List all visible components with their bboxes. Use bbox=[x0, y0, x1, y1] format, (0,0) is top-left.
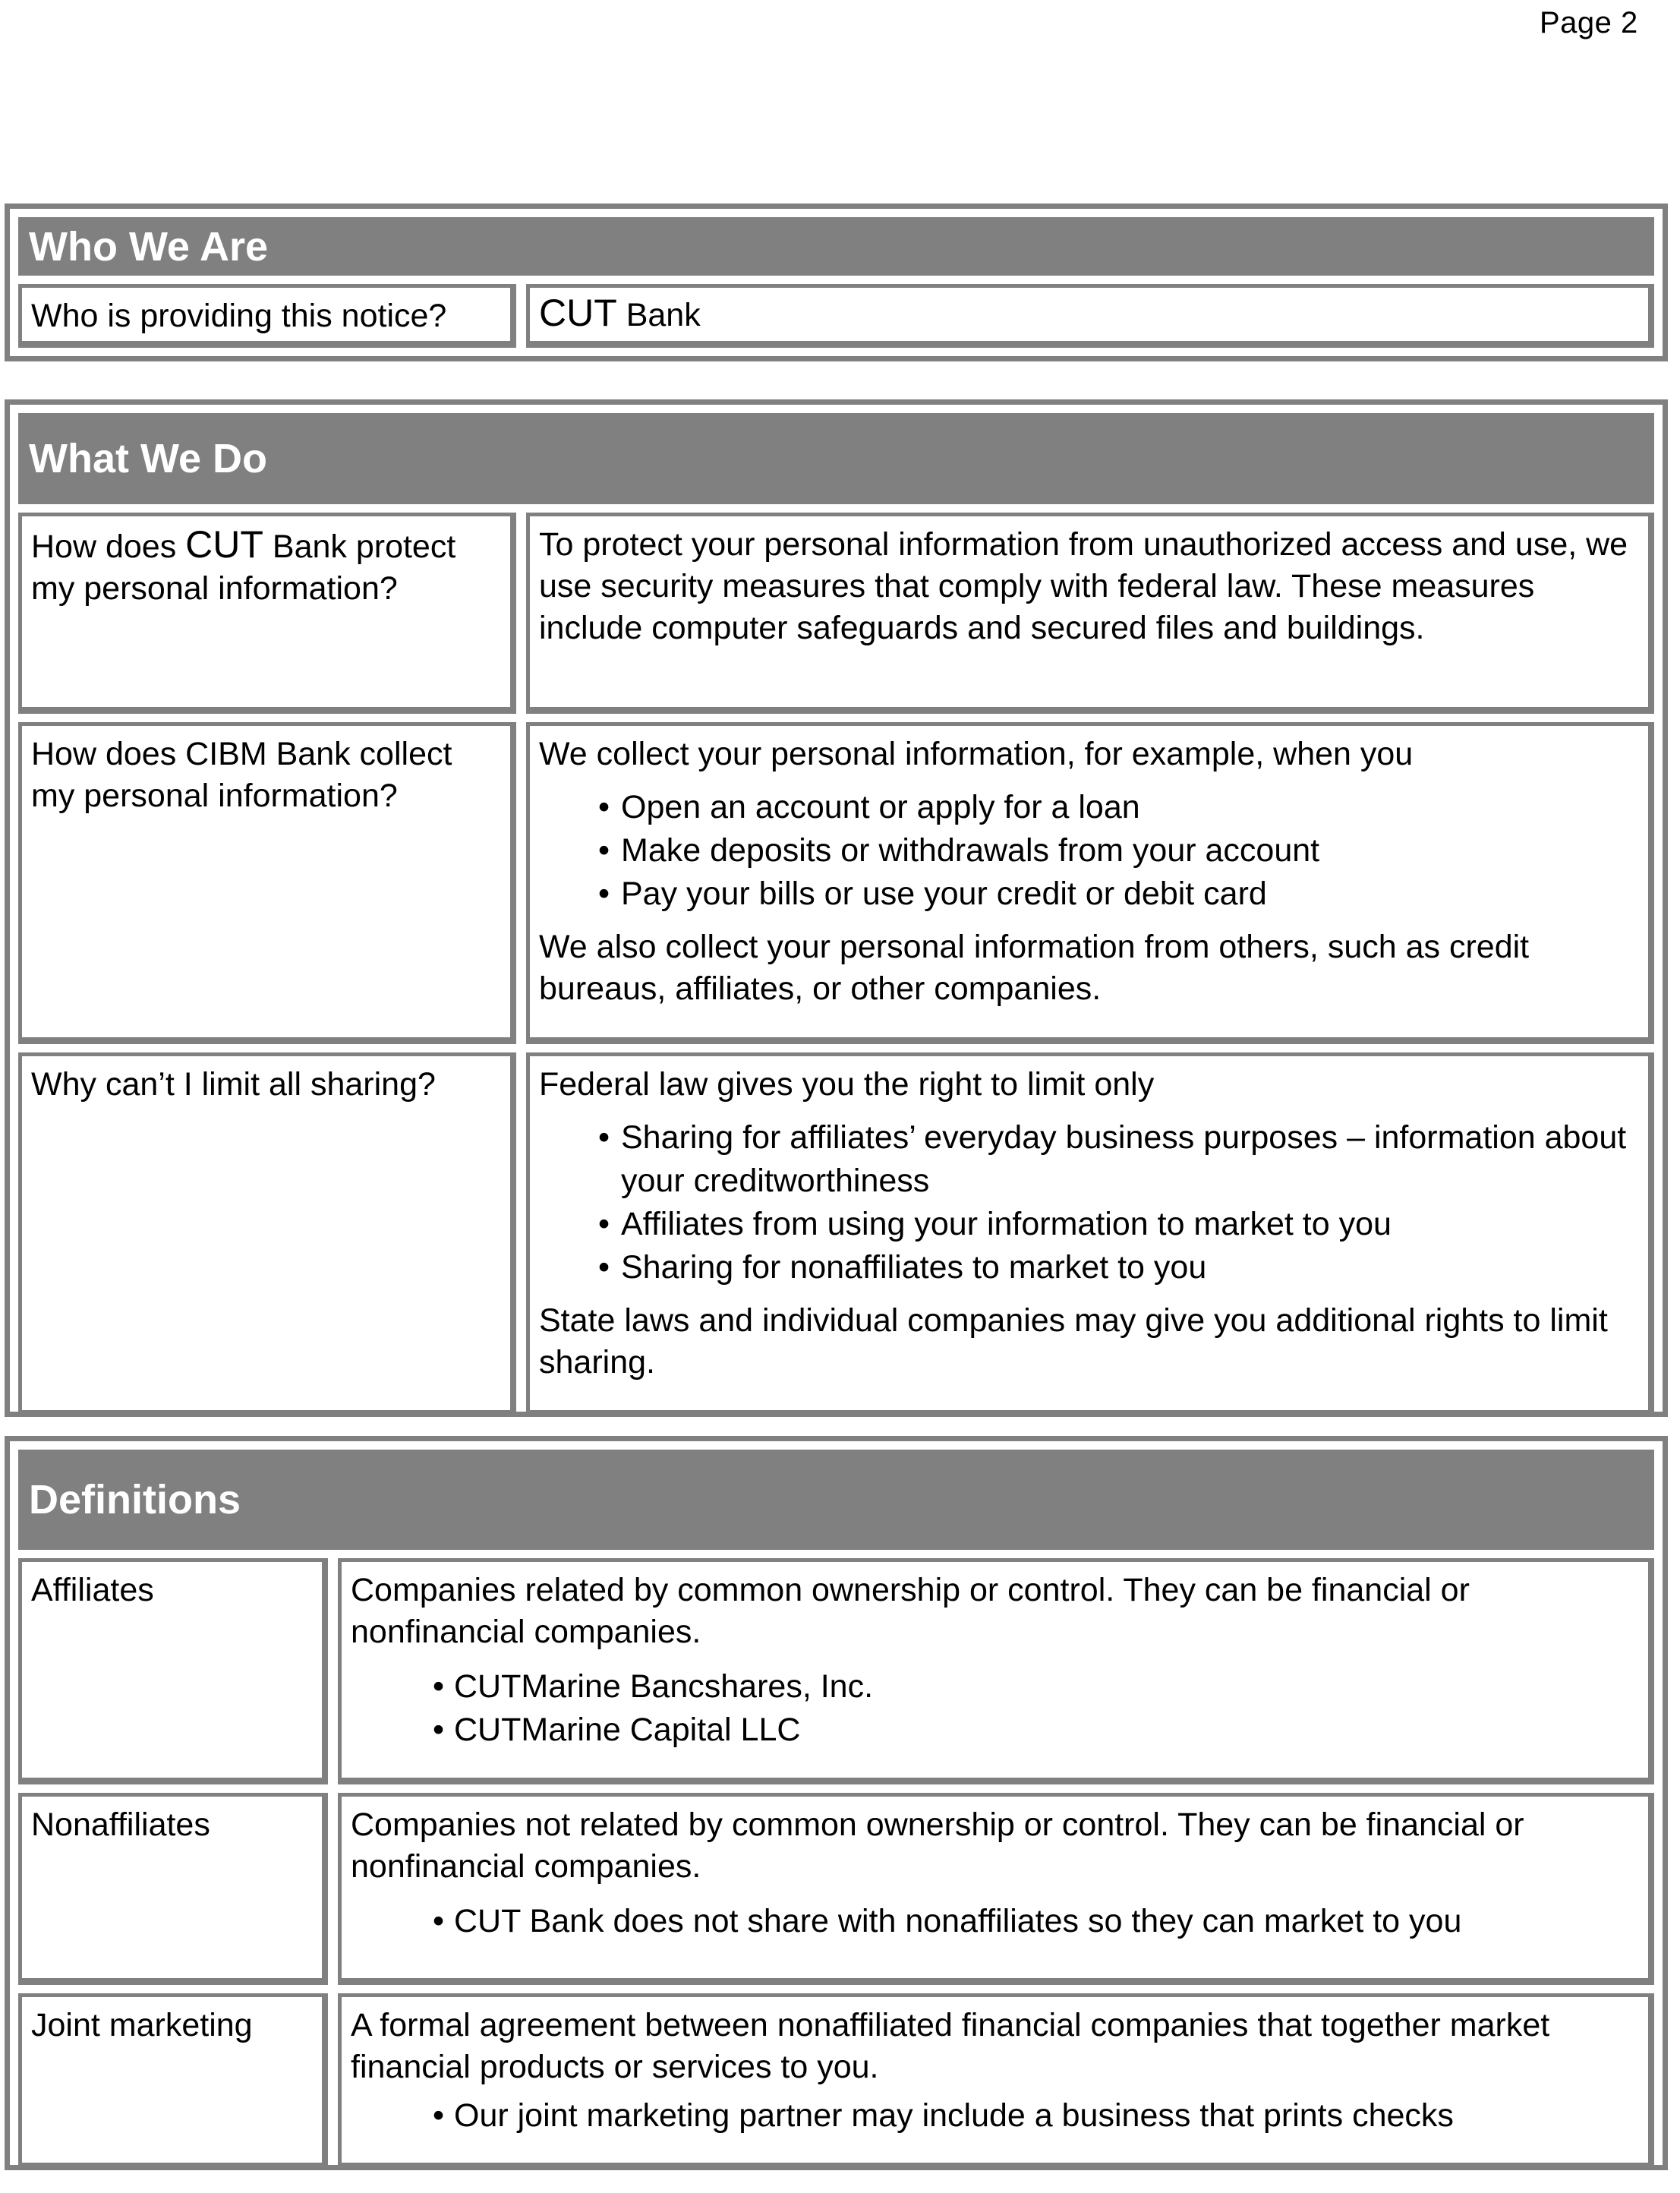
who-question: Who is providing this notice? bbox=[31, 298, 447, 334]
joint-marketing-term: Joint marketing bbox=[31, 2007, 253, 2043]
bank-brand-name: CUT bbox=[185, 523, 263, 566]
joint-marketing-definition: A formal agreement between nonaffiliated financial companies that together market financial products or services to you. bbox=[351, 2007, 1550, 2085]
list-item: • CUTMarine Bancshares, Inc. bbox=[433, 1665, 1639, 1709]
joint-marketing-term-cell bbox=[18, 1993, 328, 2169]
who-answer-cell bbox=[526, 284, 1654, 348]
limit-intro: Federal law gives you the right to limit only bbox=[539, 1066, 1155, 1103]
nonaffiliates-term: Nonaffiliates bbox=[31, 1806, 210, 1843]
section-title: Who We Are bbox=[29, 223, 269, 270]
nonaffiliates-term-cell bbox=[18, 1793, 328, 1985]
affiliates-row bbox=[18, 1558, 1654, 1784]
limit-question-cell bbox=[18, 1052, 516, 1417]
bank-brand-suffix: Bank bbox=[616, 297, 701, 333]
what-we-do-section bbox=[5, 399, 1668, 1417]
list-item: • Open an account or apply for a loan bbox=[598, 786, 1639, 829]
nonaffiliates-definition-cell bbox=[338, 1793, 1654, 1985]
collect-question: How does CIBM Bank collect my personal information? bbox=[31, 736, 452, 814]
limit-answer-cell bbox=[526, 1052, 1654, 1417]
collect-row bbox=[18, 722, 1654, 1044]
protect-question-post: Bank protect my personal information? bbox=[31, 529, 456, 607]
collect-answer-cell bbox=[526, 722, 1654, 1044]
collect-intro: We collect your personal information, for example, when you bbox=[539, 736, 1414, 772]
nonaffiliates-list bbox=[351, 1900, 1639, 1943]
affiliates-term: Affiliates bbox=[31, 1572, 154, 1608]
list-item: • Pay your bills or use your credit or debit card bbox=[598, 872, 1639, 916]
collect-bullet-list bbox=[539, 786, 1639, 916]
list-item: • Sharing for affiliates’ everyday business purposes – information about your creditworthiness bbox=[598, 1116, 1639, 1203]
definitions-section bbox=[5, 1436, 1668, 2170]
affiliates-definition-cell bbox=[338, 1558, 1654, 1784]
joint-marketing-definition-cell bbox=[338, 1993, 1654, 2169]
who-question-cell bbox=[18, 284, 516, 348]
who-we-are-section bbox=[5, 204, 1668, 361]
list-item: • Affiliates from using your information to market to you bbox=[598, 1203, 1639, 1246]
affiliates-definition: Companies related by common ownership or control. They can be financial or nonfinancial companies. bbox=[351, 1572, 1470, 1650]
joint-marketing-list bbox=[351, 2094, 1639, 2138]
section-header-definitions bbox=[18, 1450, 1654, 1550]
limit-question: Why can’t I limit all sharing? bbox=[31, 1066, 436, 1103]
list-item: • Sharing for nonaffiliates to market to you bbox=[598, 1246, 1639, 1289]
collect-outro: We also collect your personal information from others, such as credit bureaus, affiliates, or other companies. bbox=[539, 929, 1530, 1007]
section-title: Definitions bbox=[29, 1477, 241, 1522]
section-title: What We Do bbox=[29, 436, 267, 481]
section-header-what-we-do bbox=[18, 413, 1654, 504]
joint-marketing-row bbox=[18, 1993, 1654, 2169]
affiliates-term-cell bbox=[18, 1558, 328, 1784]
limit-bullet-list bbox=[539, 1116, 1639, 1289]
list-item: • Make deposits or withdrawals from your account bbox=[598, 829, 1639, 872]
bank-brand-name: CUT bbox=[539, 292, 617, 334]
nonaffiliates-row bbox=[18, 1793, 1654, 1985]
protect-answer-cell bbox=[526, 513, 1654, 714]
nonaffiliates-definition: Companies not related by common ownership or control. They can be financial or nonfinancial companies. bbox=[351, 1806, 1524, 1885]
section-header-who-we-are bbox=[18, 217, 1654, 276]
protect-answer: To protect your personal information from unauthorized access and use, we use security measures that comply with federal law. These measures include computer safeguards and secured files and buildings. bbox=[539, 526, 1628, 646]
protect-question-cell bbox=[18, 513, 516, 714]
protect-row bbox=[18, 513, 1654, 714]
page-number: Page 2 bbox=[1540, 6, 1638, 39]
who-row bbox=[18, 284, 1654, 348]
limit-outro: State laws and individual companies may give you additional rights to limit sharing. bbox=[539, 1302, 1608, 1380]
list-item: • Our joint marketing partner may include a business that prints checks bbox=[433, 2094, 1639, 2138]
collect-question-cell bbox=[18, 722, 516, 1044]
protect-question-pre: How does bbox=[31, 529, 186, 565]
list-item: • CUT Bank does not share with nonaffiliates so they can market to you bbox=[433, 1900, 1639, 1943]
list-item: • CUTMarine Capital LLC bbox=[433, 1709, 1639, 1752]
affiliates-list bbox=[351, 1665, 1639, 1752]
limit-row bbox=[18, 1052, 1654, 1417]
